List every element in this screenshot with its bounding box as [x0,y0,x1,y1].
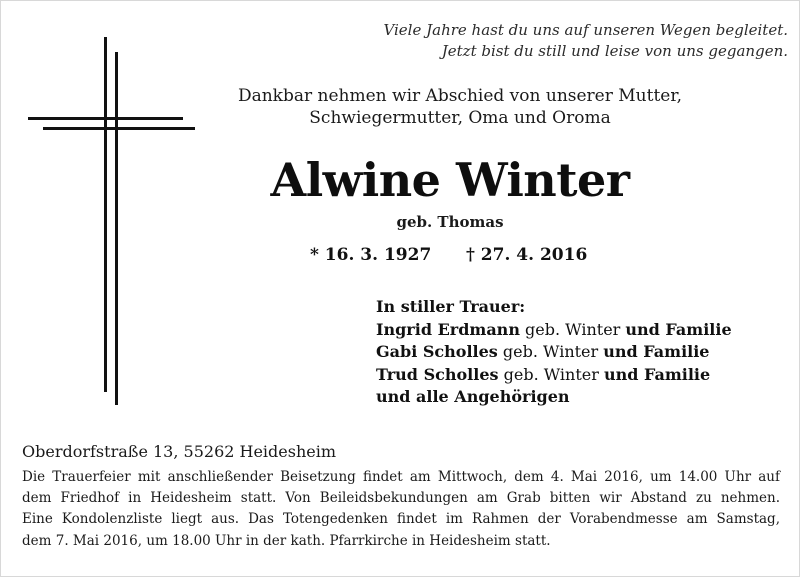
notice-line: Die Trauerfeier mit anschließender Beisetzung findet am Mittwoch, dem 4. Mai 2016, um 14.00 Uhr auf [22,469,780,485]
funeral-notice [22,467,780,552]
verse-line-2: Jetzt bist du still und leise von uns gegangen. [441,42,788,60]
mourner-name: Gabi Scholles [376,342,498,361]
notice-line: Eine Kondolenzliste liegt aus. Das Totengedenken findet im Rahmen der Vorabendmesse am Samstag, [22,511,780,528]
mourner-suffix: und Familie [625,319,732,339]
verse [328,20,788,62]
mourner-maiden: geb. Winter [503,364,599,384]
mourner-maiden: geb. Winter [525,319,621,339]
farewell-text [180,85,740,129]
mourner-name: Trud Scholles [376,364,499,384]
mourner-row [376,341,756,364]
mourner-maiden: geb. Winter [502,342,599,361]
farewell-line-1: Dankbar nehmen wir Abschied von unserer Mutter, [237,86,683,106]
mourners-closing: und alle Angehörigen [376,387,570,406]
verse-line-1: Viele Jahre hast du uns auf unseren Wegen begleitet. [383,21,788,39]
mourners-heading: In stiller Trauer: [376,297,526,316]
mourner-row [376,364,756,387]
maiden-name: geb. Thomas [396,213,504,231]
address: Oberdorfstraße 13, 55262 Heidesheim [22,442,337,461]
birth-date: * 16. 3. 1927 [310,245,432,265]
mourner-suffix: und Familie [603,342,710,361]
notice-line: dem Friedhof in Heidesheim statt. Von Beileidsbekundungen am Grab bitten wir Abstand zu nehmen. [22,490,780,507]
death-date: † 27. 4. 2016 [466,245,588,265]
notice-line: dem 7. Mai 2016, um 18.00 Uhr in der kath. Pfarrkirche in Heidesheim statt. [22,532,551,549]
mourner-suffix: und Familie [603,364,711,384]
mourners-list [376,296,756,409]
farewell-line-2: Schwiegermutter, Oma und Oroma [309,108,611,128]
double-line-cross-icon [0,0,220,420]
mourner-row [376,319,756,342]
deceased-name: Alwine Winter [270,153,630,207]
mourner-name: Ingrid Erdmann [376,319,520,339]
